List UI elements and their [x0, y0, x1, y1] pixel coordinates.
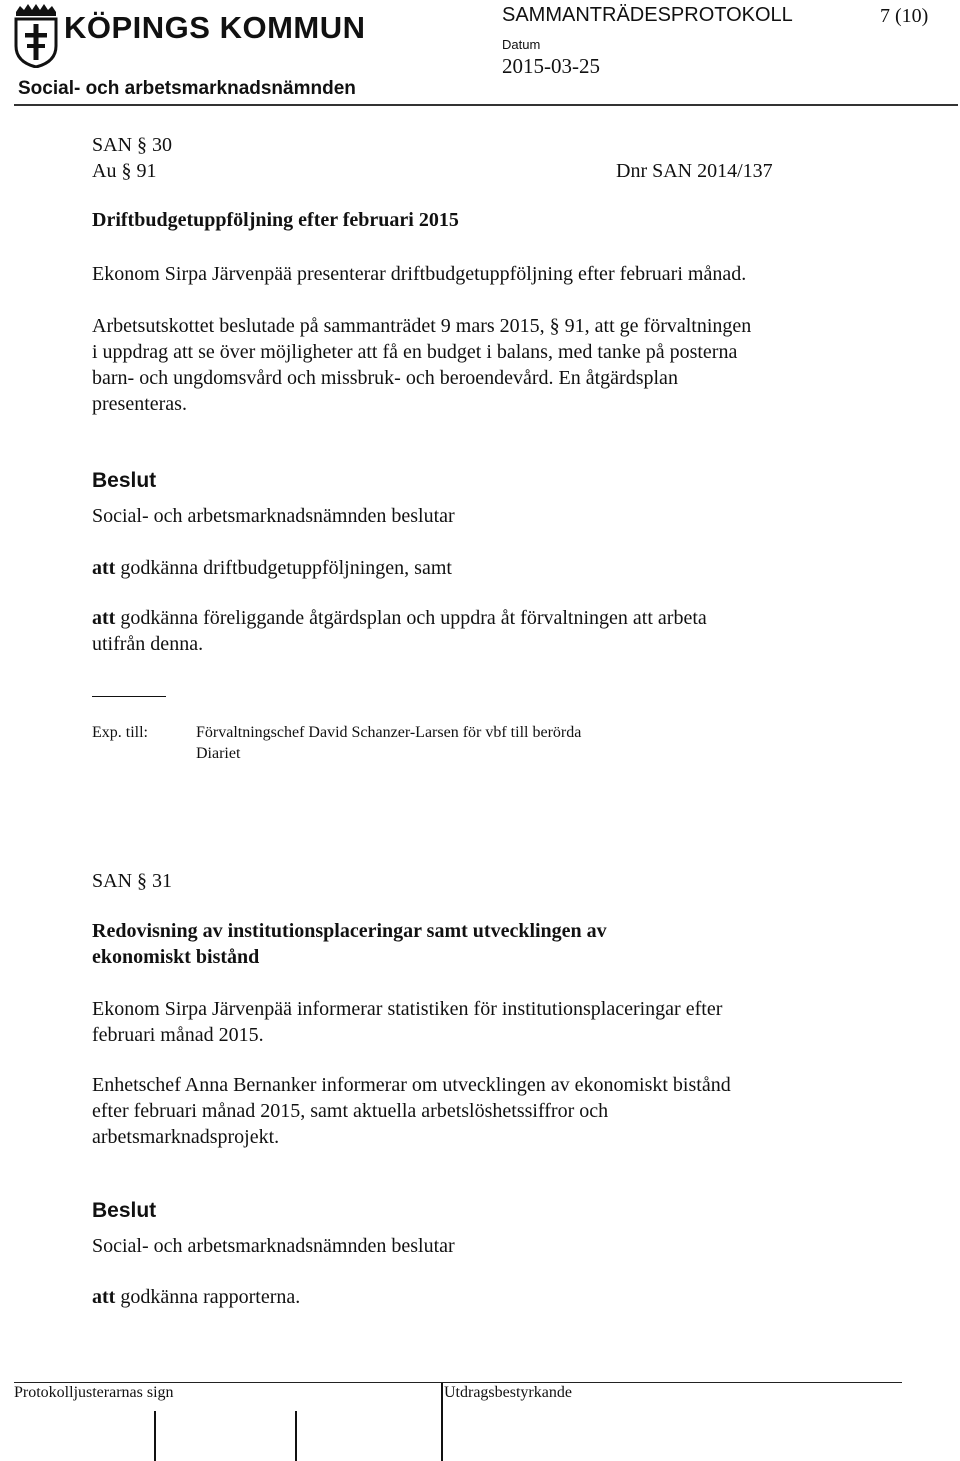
- paragraph-line: barn- och ungdomsvård och missbruk- och beroendevård. En åtgärdsplan: [92, 367, 678, 389]
- paragraph-line: Ekonom Sirpa Järvenpää informerar statistiken för institutionsplaceringar efter: [92, 998, 723, 1020]
- header-divider: [14, 104, 958, 106]
- date-value: 2015-03-25: [502, 54, 600, 78]
- paragraph-line: februari månad 2015.: [92, 1024, 264, 1046]
- section-sign-icon: §: [137, 870, 148, 892]
- section-sign-icon: §: [549, 315, 560, 337]
- separator-line: [92, 696, 166, 697]
- coat-of-arms-icon: [14, 4, 58, 68]
- section-sign-icon: §: [137, 134, 148, 156]
- att-keyword: att: [92, 607, 116, 629]
- paragraph-line: i uppdrag att se över möjligheter att få en budget i balans, med tanke på posterna: [92, 341, 738, 363]
- date-label: Datum: [502, 37, 541, 52]
- au-label: Au: [92, 160, 117, 182]
- decision-item: att godkänna rapporterna.: [92, 1286, 301, 1308]
- paragraph-line: Enhetschef Anna Bernanker informerar om utvecklingen av ekonomiskt bistånd: [92, 1074, 731, 1096]
- extract-label: Utdragsbestyrkande: [444, 1384, 572, 1401]
- section-title: Redovisning av institutionsplaceringar samt utvecklingen av: [92, 920, 607, 942]
- signature-rule: [14, 1382, 902, 1383]
- paragraph-line: arbetsmarknadsprojekt.: [92, 1126, 280, 1148]
- exp-label: Exp. till:: [92, 724, 148, 741]
- exp-recipient: Diariet: [196, 745, 241, 762]
- decision-item: att godkänna driftbudgetuppföljningen, samt: [92, 557, 452, 579]
- section-title: Driftbudgetuppföljning efter februari 2015: [92, 209, 459, 231]
- logo-wordmark: KÖPINGS KOMMUN: [64, 10, 366, 45]
- beslut-intro: Social- och arbetsmarknadsnämnden beslutar: [92, 505, 455, 527]
- decision-item: att godkänna föreliggande åtgärdsplan och uppdra åt förvaltningen att arbeta: [92, 607, 707, 629]
- footer-column-divider: [441, 1383, 443, 1461]
- paragraph-line: presenteras.: [92, 393, 187, 415]
- document-type: SAMMANTRÄDESPROTOKOLL: [502, 4, 793, 26]
- paragraph-line: Arbetsutskottet beslutade på sammanträdet 9 mars 2015, § 91, att ge förvaltningen: [92, 315, 752, 337]
- diary-number: Dnr SAN 2014/137: [616, 160, 773, 182]
- au-reference: [92, 158, 156, 184]
- section-title: ekonomiskt bistånd: [92, 946, 260, 968]
- att-keyword: att: [92, 1286, 116, 1308]
- beslut-heading: Beslut: [92, 469, 157, 492]
- signature-box-divider: [154, 1411, 156, 1461]
- beslut-intro: Social- och arbetsmarknadsnämnden beslutar: [92, 1235, 455, 1257]
- page-number: 7 (10): [880, 5, 929, 27]
- san-label: SAN: [92, 134, 133, 156]
- decision-continuation: utifrån denna.: [92, 633, 204, 655]
- san-number: 31: [152, 870, 173, 892]
- san-number: 30: [152, 134, 173, 156]
- section-sign-icon: §: [121, 160, 132, 182]
- att-keyword: att: [92, 557, 116, 579]
- section-id-31: [92, 868, 172, 894]
- signature-box-divider: [295, 1411, 297, 1461]
- paragraph: Ekonom Sirpa Järvenpää presenterar driftbudgetuppföljning efter februari månad.: [92, 263, 747, 285]
- organization-name: Social- och arbetsmarknadsnämnden: [18, 78, 356, 99]
- au-number: 91: [136, 160, 157, 182]
- san-label: SAN: [92, 870, 133, 892]
- exp-recipient: Förvaltningschef David Schanzer-Larsen för vbf till berörda: [196, 724, 582, 741]
- signature-label: Protokolljusterarnas sign: [14, 1384, 174, 1401]
- paragraph-line: efter februari månad 2015, samt aktuella arbetslöshetssiffror och: [92, 1100, 609, 1122]
- beslut-heading: Beslut: [92, 1199, 157, 1222]
- section-id-30: [92, 132, 172, 158]
